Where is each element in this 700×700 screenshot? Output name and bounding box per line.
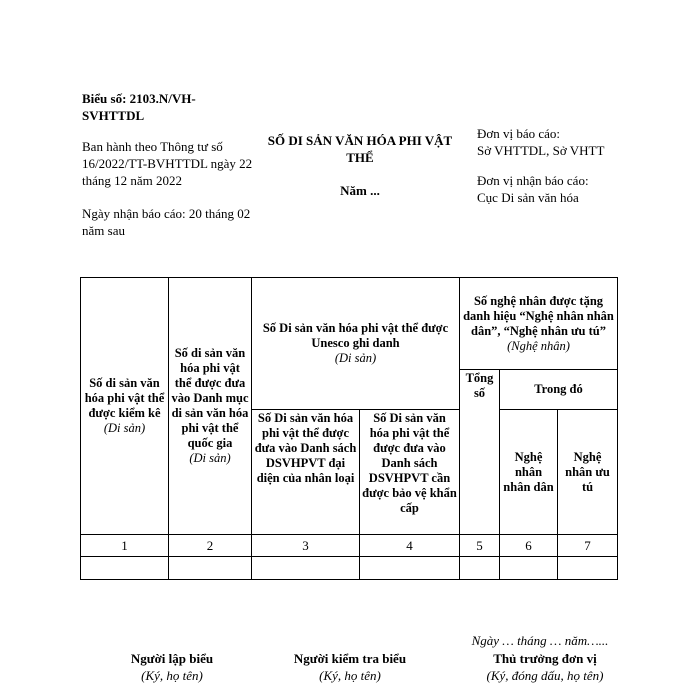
column-number: 3 — [252, 535, 360, 557]
data-cell-1[interactable] — [81, 557, 169, 580]
col2-title: Số di sản văn hóa phi vật thể được đưa vào Danh mục di sản văn hóa phi vật thể quốc gia — [171, 346, 249, 450]
artisans-title: Số nghệ nhân được tặng danh hiệu “Nghệ nhân nhân dân”, “Nghệ nhân ưu tú” — [463, 293, 614, 338]
report-table — [80, 277, 618, 580]
head-title: Thủ trưởng đơn vị — [493, 651, 597, 666]
receive-date-text: Ngày nhận báo cáo: 20 tháng 02 năm sau — [82, 206, 251, 238]
report-title: SỐ DI SẢN VĂN HÓA PHI VẬT THỂ — [267, 133, 453, 165]
col6-header: Nghệ nhân nhân dân — [500, 410, 558, 535]
preparer-note: (Ký, họ tên) — [141, 668, 203, 683]
receiving-unit-block — [477, 172, 667, 206]
checker-title: Người kiểm tra biểu — [293, 651, 407, 666]
unesco-header — [252, 278, 460, 410]
col1-title: Số di sản văn hóa phi vật thể được kiểm kê — [84, 376, 165, 420]
data-cell-3[interactable] — [252, 557, 360, 580]
signature-head — [445, 650, 645, 684]
column-number-row — [81, 535, 618, 557]
sign-date: Ngày … tháng … năm…... — [471, 633, 609, 648]
col5-header: Tổng số — [460, 370, 500, 535]
data-cell-2[interactable] — [169, 557, 252, 580]
reporting-unit-label: Đơn vị báo cáo: — [477, 126, 561, 141]
data-cell-4[interactable] — [360, 557, 460, 580]
unesco-title: Số Di sản văn hóa phi vật thể được Unesco ghi danh — [262, 321, 449, 350]
col3-header: Số Di sản văn hóa phi vật thể được đưa vào Danh sách DSVHPVT đại diện của nhân loại — [252, 410, 360, 535]
column-number: 6 — [500, 535, 558, 557]
signature-preparer — [82, 650, 262, 684]
column-number: 5 — [460, 535, 500, 557]
receiving-unit-label: Đơn vị nhận báo cáo: — [477, 173, 589, 188]
data-cell-7[interactable] — [558, 557, 618, 580]
col2-header — [169, 278, 252, 535]
artisans-unit: (Nghệ nhân) — [507, 338, 570, 353]
signature-checker — [260, 650, 440, 684]
reporting-unit: Sở VHTTDL, Sở VHTT — [477, 143, 605, 158]
column-number: 1 — [81, 535, 169, 557]
data-cell-6[interactable] — [500, 557, 558, 580]
col4-header: Số Di sản văn hóa phi vật thể được đưa vào Danh sách DSVHPVT cần được bảo vệ khẩn cấp — [360, 410, 460, 535]
form-code: Biểu số: 2103.N/VH-SVHTTDL — [82, 91, 196, 123]
artisans-header — [460, 278, 618, 370]
report-year: Năm ... — [340, 183, 380, 198]
table-row — [81, 557, 618, 580]
checker-note: (Ký, họ tên) — [319, 668, 381, 683]
of-which-header: Trong đó — [500, 370, 618, 410]
reporting-unit-block — [477, 125, 667, 159]
column-number: 4 — [360, 535, 460, 557]
preparer-title: Người lập biểu — [130, 651, 214, 666]
unesco-unit: (Di sản) — [334, 351, 377, 365]
col1-header — [81, 278, 169, 535]
column-number: 2 — [169, 535, 252, 557]
issued-by-text: Ban hành theo Thông tư số 16/2022/TT-BVHTTDL ngày 22 tháng 12 năm 2022 — [82, 139, 253, 188]
col7-header: Nghệ nhân ưu tú — [558, 410, 618, 535]
data-cell-5[interactable] — [460, 557, 500, 580]
head-note: (Ký, đóng dấu, họ tên) — [486, 668, 604, 683]
receiving-unit: Cục Di sản văn hóa — [477, 190, 579, 205]
col1-unit: (Di sản) — [103, 421, 146, 435]
col2-unit: (Di sản) — [189, 451, 231, 465]
column-number: 7 — [558, 535, 618, 557]
